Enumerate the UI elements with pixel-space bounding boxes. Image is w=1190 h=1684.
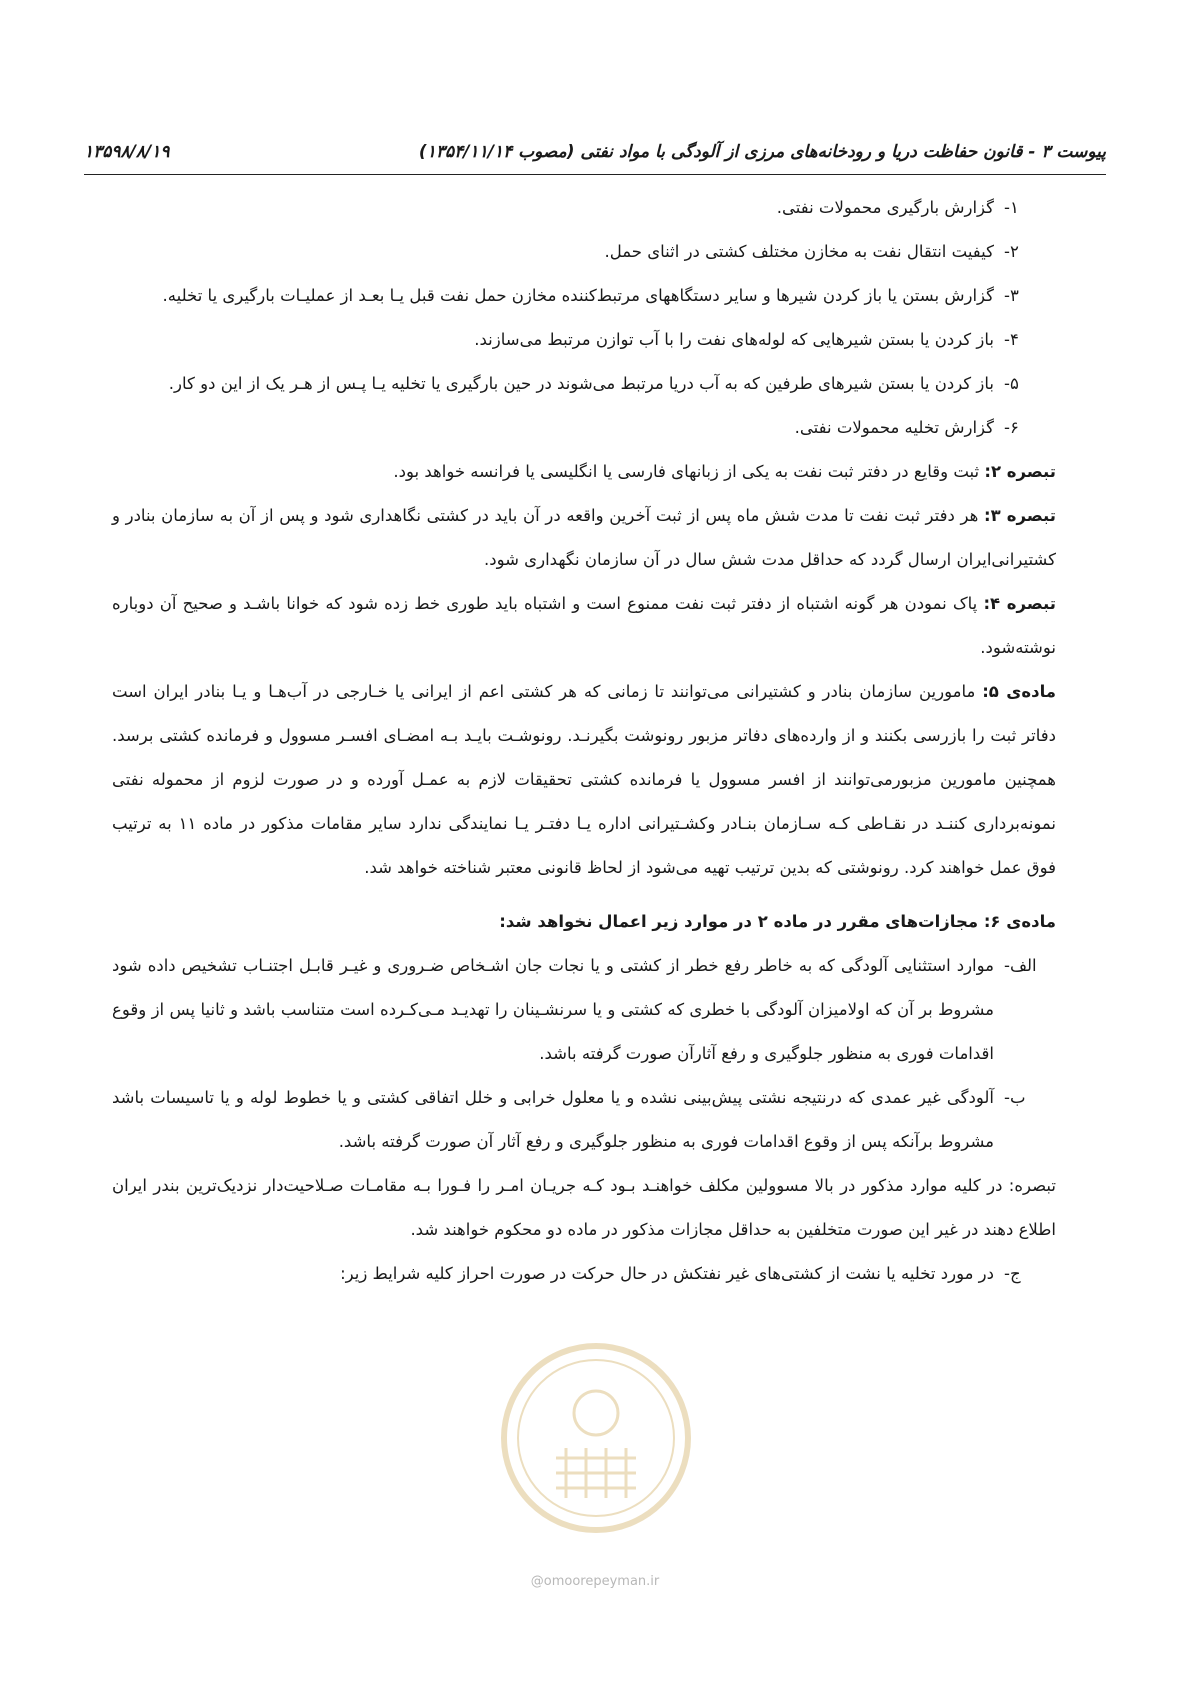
note-label: تبصره ۳: bbox=[983, 506, 1056, 525]
watermark-logo bbox=[496, 1338, 696, 1538]
list-item-text: گزارش تخلیه محمولات نفتی. bbox=[794, 418, 994, 437]
note-text: پاک نمودن هر گونه اشتباه از دفتر ثبت نفت ممنوع است و اشتباه باید طوری خط زده شود که خوانا باشـد و صحیح آن دوباره نوشته‌شود. bbox=[112, 594, 1056, 657]
list-item-number: ۱- bbox=[1004, 198, 1019, 217]
article-6-heading: ماده‌ی ۶: مجازات‌های مقرر در ماده ۲ در موارد زیر اعمال نخواهد شد: bbox=[499, 912, 1056, 931]
article-6-note: تبصره: در کلیه موارد مذکور در بالا مسوولین مکلف خواهنـد بـود کـه جریـان امـر را فـورا بـه مقامـات صـلاحیت‌دار نزدیک‌ترین بندر ایران اطلاع دهند در غیر این صورت متخلفین به حداقل مجازات مذکور در ماده دو محکوم خواهند شد. bbox=[112, 1176, 1056, 1239]
article-6-item-text: در مورد تخلیه یا نشت از کشتی‌های غیر نفتکش در حال حرکت در صورت احراز کلیه شرایط زیر: bbox=[340, 1264, 994, 1283]
list-item bbox=[112, 274, 1056, 318]
list-item bbox=[112, 362, 1056, 406]
list-item bbox=[112, 318, 1056, 362]
list-item-text: گزارش بستن یا باز کردن شیرها و سایر دستگاههای مرتبط‌کننده مخازن حمل نفت قبل یـا بعـد از عملیـات بارگیری یا تخلیه. bbox=[162, 286, 994, 305]
list-item bbox=[112, 230, 1056, 274]
article-6-item bbox=[112, 1252, 1056, 1296]
list-item bbox=[112, 186, 1056, 230]
list-item-text: باز کردن یا بستن شیرهای طرفین که به آب دریا مرتبط می‌شوند در حین بارگیری یا تخلیه یـا پـس از هـر یک از این دو کار. bbox=[168, 374, 994, 393]
article-6-item-letter: الف- bbox=[1004, 956, 1037, 975]
article-label: ماده‌ی ۵: bbox=[982, 682, 1056, 701]
list-item-text: باز کردن یا بستن شیرهایی که لوله‌های نفت را با آب توازن مرتبط می‌سازند. bbox=[474, 330, 994, 349]
list-item bbox=[112, 406, 1056, 450]
header-divider bbox=[84, 174, 1106, 175]
note-4 bbox=[112, 582, 1056, 670]
document-body bbox=[112, 186, 1056, 1296]
note-text: ثبت وقایع در دفتر ثبت نفت به یکی از زبانهای فارسی یا انگلیسی یا فرانسه خواهد بود. bbox=[393, 462, 985, 481]
article-6-item-letter: ب- bbox=[1004, 1088, 1026, 1107]
article-6-item bbox=[112, 1076, 1056, 1164]
list-item-number: ۲- bbox=[1004, 242, 1019, 261]
note-text: هر دفتر ثبت نفت تا مدت شش ماه پس از ثبت آخرین واقعه در آن باید در کشتی نگاهداری شود و پس از آن به سازمان بنادر و کشتیرانی‌ایران ارسال گردد که حداقل مدت شش سال در آن سازمان نگهداری شود. bbox=[112, 506, 1056, 569]
article-6-item-text: موارد استثنایی آلودگی که به خاطر رفع خطر از کشتی و یا نجات جان اشـخاص ضـروری و غیـر قابـل اجتنـاب تشخیص داده شود مشروط بر آن که اولامیزان آلودگی با خطری که کشتی و یا سرنشـینان را تهدیـد مـی‌کـرده است متناسب باشد و ثانیا پس از وقوع اقدامات فوری به منظور جلوگیری و رفع آثارآن صورت گرفته باشد. bbox=[112, 956, 994, 1063]
article-6-item-text: آلودگی غیر عمدی که درنتیجه نشتی پیش‌بینی نشده و یا معلول خرابی و خلل اتفاقی کشتی و یا خطوط لوله و یا تاسیسات باشد مشروط برآنکه پس از وقوع اقدامات فوری به منظور جلوگیری و رفع آثار آن صورت گرفته باشد. bbox=[112, 1088, 994, 1151]
page-header bbox=[84, 132, 1106, 172]
list-item-text: گزارش بارگیری محمولات نفتی. bbox=[776, 198, 994, 217]
note-label: تبصره ۴: bbox=[983, 594, 1056, 613]
note-label: تبصره ۲: bbox=[984, 462, 1056, 481]
section-gap bbox=[112, 890, 1056, 900]
list-item-text: کیفیت انتقال نفت به مخازن مختلف کشتی در اثنای حمل. bbox=[604, 242, 994, 261]
watermark-url: @omoorepeyman.ir bbox=[530, 1574, 660, 1589]
note-2 bbox=[112, 450, 1056, 494]
note-3 bbox=[112, 494, 1056, 582]
oil-record-list bbox=[112, 186, 1056, 450]
header-date: ۱۳۵۹۸/۸/۱۹ bbox=[84, 142, 170, 162]
list-item-number: ۳- bbox=[1004, 286, 1019, 305]
list-item-number: ۴- bbox=[1004, 330, 1019, 349]
list-item-number: ۶- bbox=[1004, 418, 1019, 437]
header-title: پیوست ۳ - قانون حفاظت دریا و رودخانه‌های مرزی از آلودگی با مواد نفتی (مصوب ۱۳۵۴/۱۱/۱۴) bbox=[418, 142, 1106, 162]
article-text: مامورین سازمان بنادر و کشتیرانی می‌توانند تا زمانی که هر کشتی اعم از ایرانی یا خـارجی در آب‌هـا و یـا بنادر ایران است دفاتر ثبت را بازرسی بکنند و از وارده‌های دفاتر مزبور رونوشت بگیرنـد. رونوشـت بایـد بـه امضـای افسـر مسوول و فرمانده کشتی برسد. همچنین مامورین مزبورمی‌توانند از افسر مسوول یا فرمانده کشتی تحقیقات لازم به عمـل آورده و در صورت لزوم از محموله نفتی نمونه‌برداری کننـد در نقـاطی کـه سـازمان بنـادر وکشـتیرانی اداره یـا دفتـر یـا نمایندگی ندارد سایر مقامات مذکور در ماده ۱۱ به ترتیب فوق عمل خواهند کرد. رونوشتی که بدین ترتیب تهیه می‌شود از لحاظ قانونی معتبر شناخته خواهد شد. bbox=[112, 682, 1056, 877]
article-6-item-letter: ج- bbox=[1004, 1264, 1021, 1283]
article-6-item bbox=[112, 944, 1056, 1076]
article-5 bbox=[112, 670, 1056, 890]
list-item-number: ۵- bbox=[1004, 374, 1019, 393]
